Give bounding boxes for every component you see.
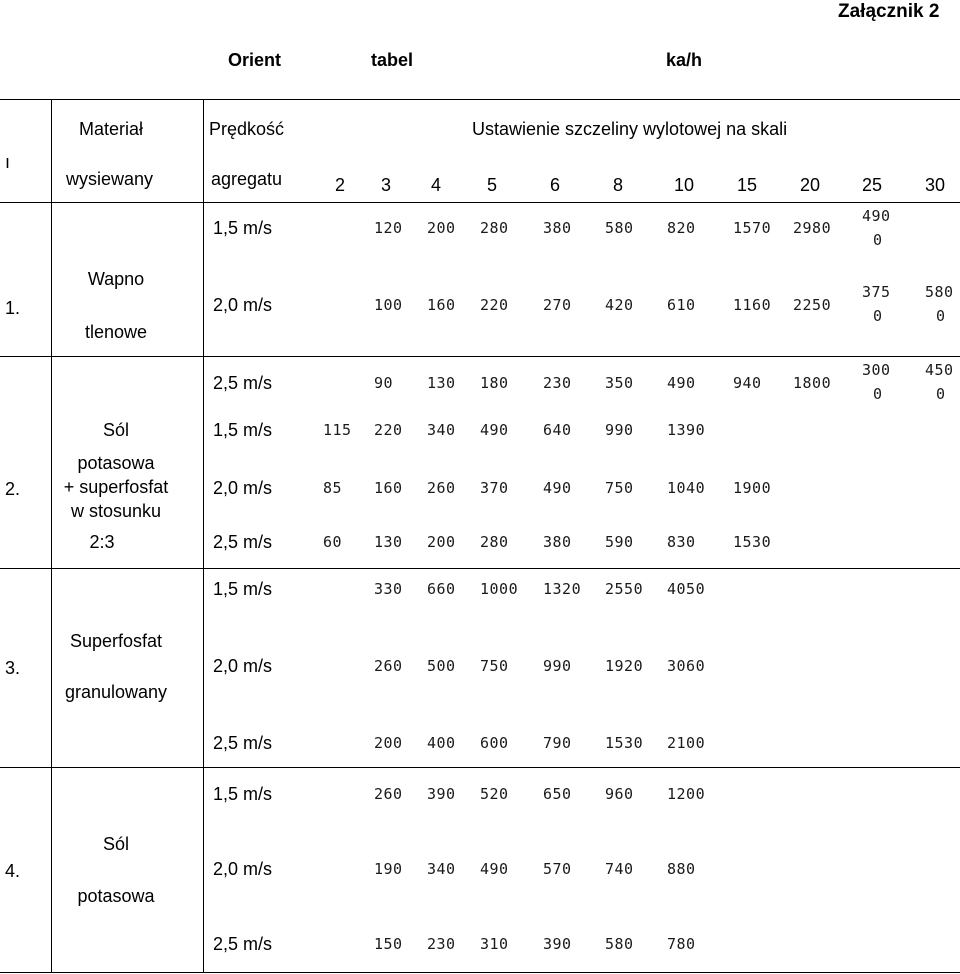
value-cell: 1000 [480, 580, 519, 598]
grid-line-vertical [203, 99, 204, 972]
scale-header-3: 3 [381, 175, 392, 195]
grid-line-vertical [51, 99, 52, 972]
value-cell: 370 [480, 479, 509, 497]
value-cell: 750 [480, 657, 509, 675]
value-cell: 520 [480, 785, 509, 803]
value-cell: 750 [605, 479, 634, 497]
speed-label: 2,5 m/s [213, 532, 273, 552]
value-cell: 60 [323, 533, 343, 551]
value-cell: 85 [323, 479, 343, 497]
value-cell: 420 [605, 296, 634, 314]
value-cell: 130 [427, 374, 456, 392]
value-cell-wrapped-top: 450 [925, 361, 954, 379]
grid-line-horizontal [0, 767, 960, 768]
speed-label: 2,5 m/s [213, 934, 273, 954]
value-cell: 90 [374, 374, 394, 392]
material-name: Sól [102, 834, 129, 854]
speed-label: 2,5 m/s [213, 373, 273, 393]
scale-header-20: 20 [800, 175, 821, 195]
value-cell: 100 [374, 296, 403, 314]
value-cell: 2980 [793, 219, 832, 237]
value-cell: 260 [427, 479, 456, 497]
speed-label: 2,0 m/s [213, 656, 273, 676]
value-cell: 1160 [733, 296, 772, 314]
material-name: Superfosfat [69, 631, 163, 651]
value-cell: 2550 [605, 580, 644, 598]
header-speed-line-2: agregatu [211, 169, 283, 189]
value-cell: 570 [543, 860, 572, 878]
value-cell: 1920 [605, 657, 644, 675]
material-name: Sól [102, 420, 129, 440]
scale-header-6: 6 [550, 175, 561, 195]
scale-header-8: 8 [613, 175, 624, 195]
material-name: tlenowe [84, 322, 148, 342]
value-cell: 1900 [733, 479, 772, 497]
value-cell: 120 [374, 219, 403, 237]
value-cell: 200 [427, 219, 456, 237]
value-cell: 160 [427, 296, 456, 314]
speed-label: 1,5 m/s [213, 784, 273, 804]
value-cell: 190 [374, 860, 403, 878]
value-cell: 330 [374, 580, 403, 598]
value-cell: 490 [480, 421, 509, 439]
value-cell-wrapped-bottom: 0 [873, 231, 883, 249]
value-cell: 260 [374, 785, 403, 803]
value-cell: 600 [480, 734, 509, 752]
grid-line-horizontal [0, 972, 960, 973]
scale-header-10: 10 [674, 175, 695, 195]
value-cell: 260 [374, 657, 403, 675]
value-cell: 490 [543, 479, 572, 497]
column-number-mark: ı [5, 152, 11, 172]
value-cell: 220 [480, 296, 509, 314]
value-cell: 1320 [543, 580, 582, 598]
value-cell: 960 [605, 785, 634, 803]
attachment-label: Załącznik 2 [838, 1, 940, 22]
value-cell: 380 [543, 219, 572, 237]
grid-line-horizontal [0, 356, 960, 357]
value-cell: 500 [427, 657, 456, 675]
value-cell: 2250 [793, 296, 832, 314]
value-cell: 230 [427, 935, 456, 953]
material-name: potasowa [77, 453, 155, 473]
speed-label: 2,5 m/s [213, 733, 273, 753]
value-cell: 740 [605, 860, 634, 878]
value-cell-wrapped-top: 490 [862, 207, 891, 225]
value-cell: 880 [667, 860, 696, 878]
value-cell: 390 [543, 935, 572, 953]
value-cell: 200 [427, 533, 456, 551]
material-name: Wapno [87, 269, 145, 289]
value-cell: 380 [543, 533, 572, 551]
value-cell-wrapped-bottom: 0 [873, 385, 883, 403]
scale-header-25: 25 [862, 175, 883, 195]
speed-label: 2,0 m/s [213, 478, 273, 498]
header-material-line-2: wysiewany [66, 169, 154, 189]
scale-header-30: 30 [925, 175, 946, 195]
value-cell: 490 [667, 374, 696, 392]
value-cell: 160 [374, 479, 403, 497]
value-cell: 340 [427, 860, 456, 878]
material-name: w stosunku [70, 501, 162, 521]
group-number: 3. [5, 658, 21, 678]
material-name: potasowa [77, 886, 155, 906]
value-cell: 220 [374, 421, 403, 439]
header-material-line-1: Materiał [79, 119, 144, 139]
value-cell: 490 [480, 860, 509, 878]
value-cell: 1570 [733, 219, 772, 237]
value-cell: 150 [374, 935, 403, 953]
group-number: 2. [5, 479, 21, 499]
value-cell: 790 [543, 734, 572, 752]
scale-header-2: 2 [335, 175, 346, 195]
speed-label: 2,0 m/s [213, 859, 273, 879]
value-cell: 610 [667, 296, 696, 314]
value-cell: 940 [733, 374, 762, 392]
header-setting: Ustawienie szczeliny wylotowej na skali [472, 119, 788, 139]
scale-header-5: 5 [487, 175, 498, 195]
value-cell: 1200 [667, 785, 706, 803]
value-cell: 640 [543, 421, 572, 439]
speed-label: 1,5 m/s [213, 579, 273, 599]
value-cell: 310 [480, 935, 509, 953]
group-number: 4. [5, 861, 21, 881]
material-name: granulowany [64, 682, 168, 702]
value-cell-wrapped-top: 375 [862, 283, 891, 301]
grid-line-horizontal [0, 99, 960, 100]
speed-label: 1,5 m/s [213, 420, 273, 440]
value-cell: 230 [543, 374, 572, 392]
group-number: 1. [5, 298, 21, 318]
material-name: 2:3 [89, 532, 115, 552]
value-cell: 280 [480, 219, 509, 237]
value-cell: 650 [543, 785, 572, 803]
value-cell-wrapped-bottom: 0 [936, 385, 946, 403]
value-cell: 1390 [667, 421, 706, 439]
scale-header-4: 4 [431, 175, 442, 195]
value-cell: 115 [323, 421, 352, 439]
value-cell: 1530 [605, 734, 644, 752]
value-cell: 350 [605, 374, 634, 392]
value-cell: 280 [480, 533, 509, 551]
title-part-3: ka/h [666, 50, 703, 70]
value-cell-wrapped-top: 300 [862, 361, 891, 379]
value-cell: 830 [667, 533, 696, 551]
value-cell: 340 [427, 421, 456, 439]
header-speed-line-1: Prędkość [209, 119, 285, 139]
value-cell: 270 [543, 296, 572, 314]
value-cell: 2100 [667, 734, 706, 752]
value-cell: 1800 [793, 374, 832, 392]
value-cell: 200 [374, 734, 403, 752]
value-cell: 590 [605, 533, 634, 551]
value-cell: 180 [480, 374, 509, 392]
speed-label: 2,0 m/s [213, 295, 273, 315]
value-cell-wrapped-bottom: 0 [936, 307, 946, 325]
scale-header-15: 15 [737, 175, 758, 195]
value-cell: 780 [667, 935, 696, 953]
value-cell: 990 [605, 421, 634, 439]
value-cell: 4050 [667, 580, 706, 598]
grid-line-horizontal [0, 202, 960, 203]
value-cell: 1530 [733, 533, 772, 551]
value-cell-wrapped-bottom: 0 [873, 307, 883, 325]
grid-line-horizontal [0, 568, 960, 569]
speed-label: 1,5 m/s [213, 218, 273, 238]
value-cell: 580 [605, 935, 634, 953]
title-part-1: Orient [228, 50, 282, 70]
value-cell: 820 [667, 219, 696, 237]
value-cell: 130 [374, 533, 403, 551]
value-cell: 990 [543, 657, 572, 675]
title-part-2: tabel [371, 50, 414, 70]
value-cell: 580 [605, 219, 634, 237]
value-cell: 660 [427, 580, 456, 598]
material-name: + superfosfat [63, 477, 169, 497]
value-cell: 390 [427, 785, 456, 803]
value-cell-wrapped-top: 580 [925, 283, 954, 301]
value-cell: 1040 [667, 479, 706, 497]
value-cell: 400 [427, 734, 456, 752]
value-cell: 3060 [667, 657, 706, 675]
